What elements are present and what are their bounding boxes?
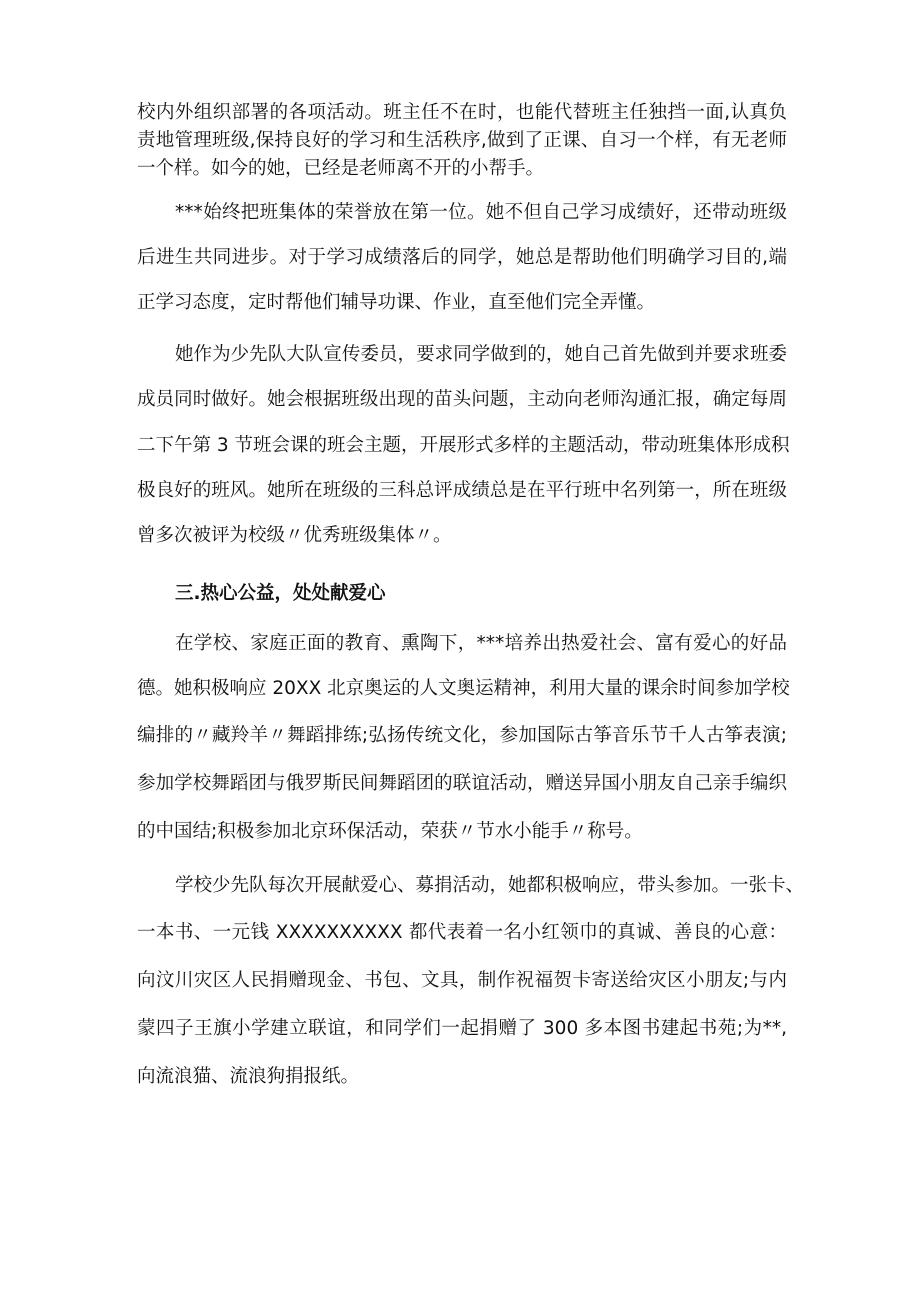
paragraph-5-line-5: 向流浪猫、流浪狗捐报纸。 bbox=[137, 1066, 360, 1087]
paragraph-2-line-1: ***始终把班集体的荣誉放在第一位。她不但自己学习成绩好，还带动班级 bbox=[175, 202, 787, 223]
paragraph-3-line-2: 成员同时做好。她会根据班级出现的苗头问题，主动向老师沟通汇报，确定每周 bbox=[137, 389, 787, 410]
paragraph-3-line-1: 她作为少先队大队宣传委员，要求同学做到的，她自己首先做到并要求班委 bbox=[175, 344, 787, 365]
paragraph-5-line-1: 学校少先队每次开展献爱心、募捐活动，她都积极响应，带头参加。一张卡、 bbox=[175, 875, 805, 896]
paragraph-3-line-5: 曾多次被评为校级〃优秀班级集体〃。 bbox=[137, 525, 452, 546]
paragraph-4-line-1: 在学校、家庭正面的教育、熏陶下，***培养出热爱社会、富有爱心的好品 bbox=[175, 633, 787, 654]
paragraph-4-line-4: 参加学校舞蹈团与俄罗斯民间舞蹈团的联谊活动，赠送异国小朋友自己亲手编织 bbox=[137, 773, 787, 794]
paragraph-1-line-1: 校内外组织部署的各项活动。班主任不在时，也能代替班主任独挡一面,认真负 bbox=[137, 102, 787, 123]
paragraph-5-line-4: 蒙四子王旗小学建立联谊，和同学们一起捐赠了 300 多本图书建起书苑;为**, bbox=[137, 1018, 787, 1039]
paragraph-2-line-3: 正学习态度，定时帮他们辅导功课、作业，直至他们完全弄懂。 bbox=[137, 292, 656, 313]
paragraph-5-line-3: 向汶川灾区人民捐赠现金、书包、文具，制作祝福贺卡寄送给灾区小朋友;与内 bbox=[137, 970, 787, 991]
paragraph-1-line-3: 一个样。如今的她，已经是老师离不开的小帮手。 bbox=[137, 158, 545, 179]
paragraph-1-line-2: 责地管理班级,保持良好的学习和生活秩序,做到了正课、自习一个样，有无老师 bbox=[137, 130, 787, 151]
paragraph-4-line-3: 编排的〃藏羚羊〃舞蹈排练;弘扬传统文化，参加国际古筝音乐节千人古筝表演; bbox=[137, 725, 787, 746]
paragraph-3-line-4: 极良好的班风。她所在班级的三科总评成绩总是在平行班中名列第一，所在班级 bbox=[137, 480, 787, 501]
paragraph-4-line-2: 德。她积极响应 20XX 北京奥运的人文奥运精神，利用大量的课余时间参加学校 bbox=[137, 678, 790, 699]
section-heading: 三.热心公益，处处献爱心 bbox=[175, 583, 386, 604]
paragraph-5-line-2: 一本书、一元钱 XXXXXXXXXX 都代表着一名小红领巾的真诚、善良的心意： bbox=[137, 922, 787, 943]
paragraph-4-line-5: 的中国结;积极参加北京环保活动，荣获〃节水小能手〃称号。 bbox=[137, 821, 643, 842]
paragraph-3-line-3: 二下午第 3 节班会课的班会主题，开展形式多样的主题活动，带动班集体形成积 bbox=[137, 435, 790, 456]
paragraph-2-line-2: 后进生共同进步。对于学习成绩落后的同学，她总是帮助他们明确学习目的,端 bbox=[137, 247, 787, 268]
